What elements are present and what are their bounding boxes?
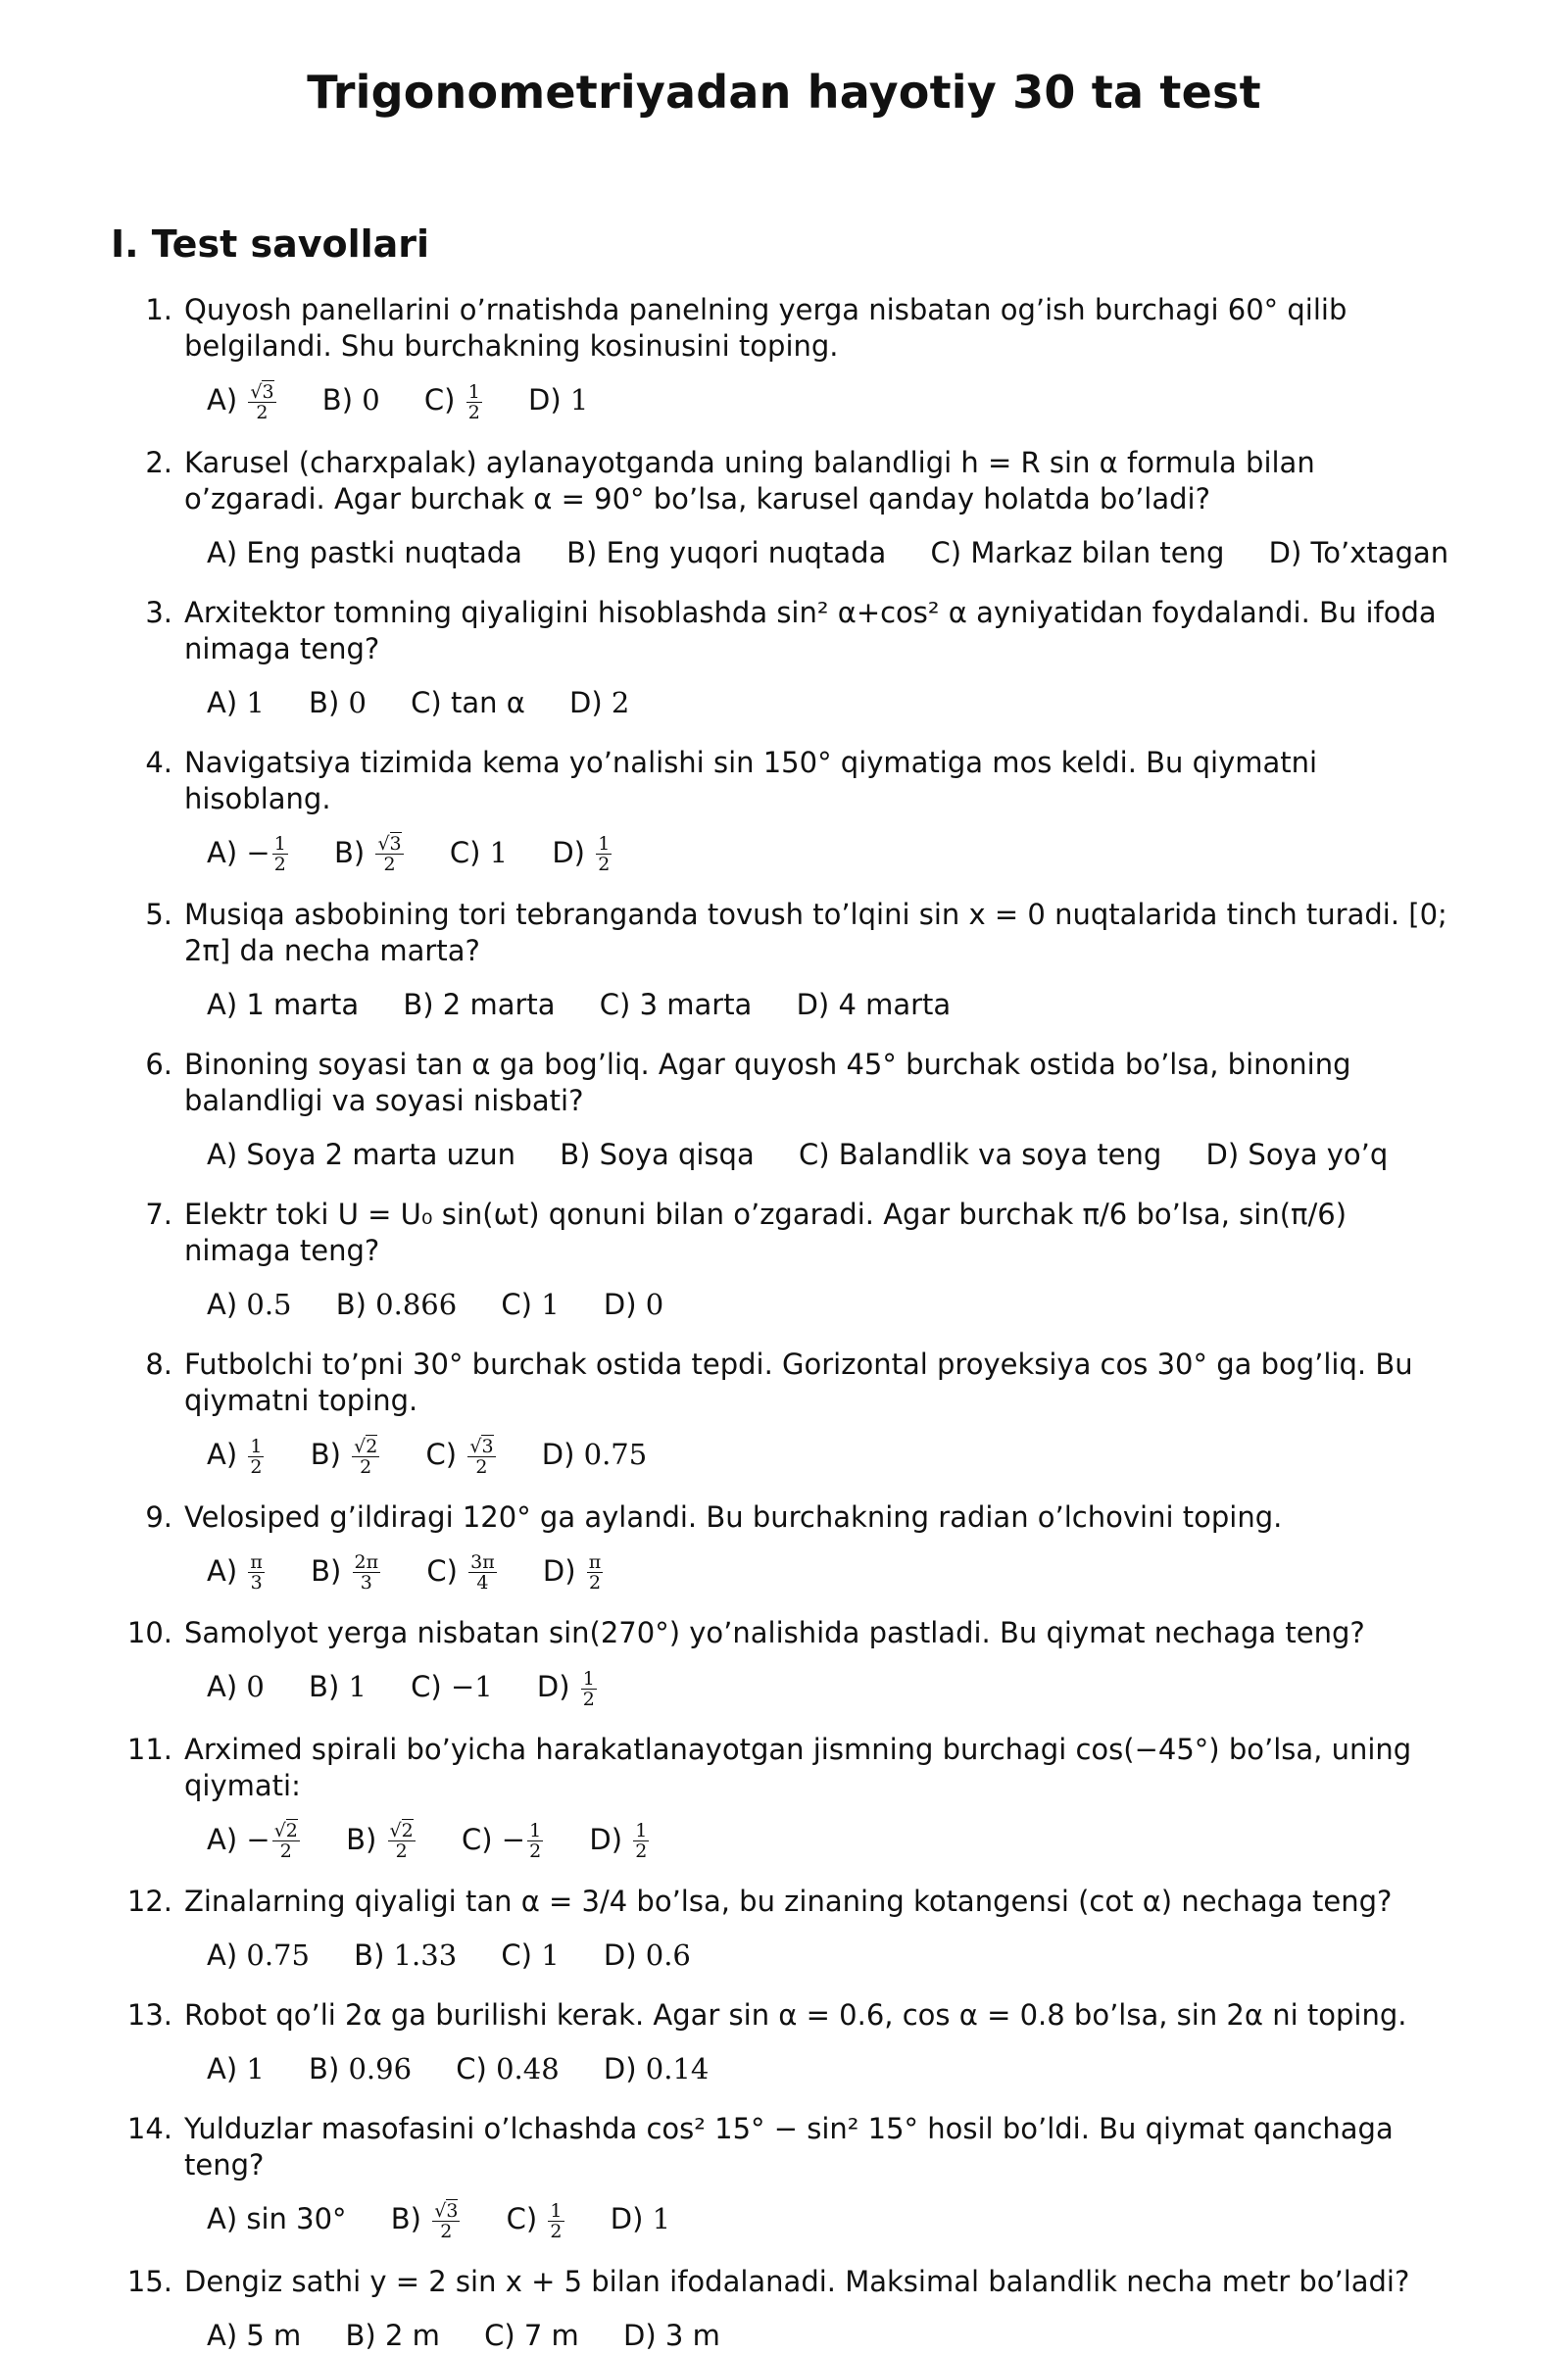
option-value: Balandlik va soya teng xyxy=(838,1138,1162,1171)
option-label: D) xyxy=(603,1288,637,1321)
question-number: 14. xyxy=(126,2112,172,2145)
option-d[interactable] xyxy=(611,2199,670,2238)
option-value: Eng yuqori nuqtada xyxy=(606,535,887,569)
option-a[interactable] xyxy=(207,2199,347,2238)
option-b[interactable] xyxy=(309,1667,367,1706)
option-d[interactable] xyxy=(604,1936,691,1975)
option-label: B) xyxy=(311,1553,342,1588)
question-8 xyxy=(0,1347,1568,1477)
option-value: tan α xyxy=(450,685,525,719)
option-label: B) xyxy=(310,1438,341,1471)
option-c[interactable] xyxy=(424,380,484,422)
question-5 xyxy=(0,897,1568,1024)
question-6 xyxy=(0,1047,1568,1174)
option-label: D) xyxy=(610,2202,644,2235)
option-b[interactable] xyxy=(346,2316,440,2355)
option-label: C) xyxy=(411,1670,442,1703)
option-b[interactable] xyxy=(560,1135,755,1174)
option-value: 0.48 xyxy=(496,2052,560,2085)
question-3 xyxy=(0,595,1568,722)
option-label: D) xyxy=(603,1938,637,1972)
option-value: sin 30° xyxy=(246,2202,347,2235)
option-label: D) xyxy=(569,685,603,719)
answer-options xyxy=(207,2199,1568,2241)
option-label: D) xyxy=(589,1822,623,1856)
option-value: $\frac{1}{2}$ xyxy=(467,380,480,423)
option-label: C) xyxy=(599,988,631,1021)
option-value: 0.5 xyxy=(246,1288,292,1321)
option-d[interactable] xyxy=(537,1667,599,1709)
option-label: C) xyxy=(456,2052,487,2085)
option-value: Soya 2 marta uzun xyxy=(246,1138,516,1171)
answer-options xyxy=(207,1820,1568,1862)
option-value: − $\frac{1}{2}$ xyxy=(246,833,286,875)
option-label: C) xyxy=(449,835,481,869)
option-value: Soya yo’q xyxy=(1248,1138,1389,1171)
question-text: Arximed spirali bo’yicha harakatlanayotgan jismning burchagi cos(−45°) bo’lsa, uning qiymati: xyxy=(184,1732,1412,1802)
option-value: 0 xyxy=(348,685,367,719)
question-text: Samolyot yerga nisbatan sin(270°) yo’nalishida pastladi. Bu qiymat nechaga teng? xyxy=(184,1616,1365,1649)
option-b[interactable] xyxy=(354,1936,457,1975)
option-a[interactable] xyxy=(207,1551,267,1594)
question-list xyxy=(0,292,1568,2355)
question-text: Futbolchi to’pni 30° burchak ostida tepdi. Gorizontal proyeksiya cos 30° ga bog’liq. Bu qiymatni toping. xyxy=(184,1348,1413,1417)
answer-options xyxy=(207,1936,1568,1975)
option-b[interactable] xyxy=(309,2049,412,2088)
document-title: Trigonometriyadan hayotiy 30 ta test xyxy=(307,66,1261,119)
option-b[interactable] xyxy=(403,985,555,1024)
option-value: 1 xyxy=(541,1938,560,1972)
option-c[interactable] xyxy=(507,2199,566,2241)
option-label: C) xyxy=(461,1822,493,1856)
option-value: 3 marta xyxy=(639,988,753,1021)
option-d[interactable] xyxy=(604,1285,663,1324)
option-c[interactable] xyxy=(426,1435,498,1477)
option-c[interactable] xyxy=(931,533,1225,572)
option-value: $\frac{√3}{2}$ xyxy=(469,1435,494,1478)
option-label: A) xyxy=(207,1553,238,1588)
option-label: A) xyxy=(207,2318,238,2352)
option-value: 1 xyxy=(569,383,589,417)
question-number: 10. xyxy=(126,1616,172,1649)
option-label: C) xyxy=(501,1938,532,1972)
answer-options xyxy=(207,833,1568,875)
option-value: To’xtagan xyxy=(1310,535,1449,569)
question-13 xyxy=(0,1997,1568,2088)
option-a[interactable] xyxy=(207,1135,515,1174)
option-label: B) xyxy=(321,383,354,417)
option-value: 5 m xyxy=(246,2318,302,2352)
option-a[interactable] xyxy=(207,1936,310,1975)
option-a[interactable] xyxy=(207,1285,292,1324)
option-label: A) xyxy=(207,988,238,1021)
option-value: 0.75 xyxy=(583,1438,648,1471)
option-label: B) xyxy=(346,1822,377,1856)
question-number: 13. xyxy=(126,1998,172,2032)
question-number: 15. xyxy=(126,2264,172,2298)
option-c[interactable] xyxy=(411,683,525,722)
option-label: A) xyxy=(207,1938,238,1972)
option-value: 0 xyxy=(645,1288,664,1321)
option-label: B) xyxy=(309,1670,340,1703)
option-value: 0.6 xyxy=(645,1938,691,1972)
question-number: 1. xyxy=(145,293,172,326)
option-c[interactable] xyxy=(799,1135,1161,1174)
option-value: 2 m xyxy=(384,2318,440,2352)
option-b[interactable] xyxy=(334,833,406,875)
option-value: $\frac{1}{2}$ xyxy=(598,833,611,875)
option-c[interactable] xyxy=(456,2049,559,2088)
option-label: A) xyxy=(207,2202,238,2235)
option-value: Soya qisqa xyxy=(599,1138,755,1171)
answer-options xyxy=(207,985,1568,1024)
option-a[interactable] xyxy=(207,380,278,422)
option-d[interactable] xyxy=(623,2316,720,2355)
option-label: A) xyxy=(207,535,238,569)
question-number: 7. xyxy=(145,1198,172,1231)
question-text: Binoning soyasi tan α ga bog’liq. Agar quyosh 45° burchak ostida bo’lsa, binoning balandligi va soyasi nisbati? xyxy=(184,1048,1351,1117)
option-label: D) xyxy=(1205,1138,1240,1171)
option-value: 1.33 xyxy=(393,1938,458,1972)
question-number: 5. xyxy=(145,898,172,931)
option-d[interactable] xyxy=(1269,533,1449,572)
option-label: A) xyxy=(207,1138,238,1171)
option-value: 2 marta xyxy=(442,988,556,1021)
option-label: B) xyxy=(309,685,340,719)
option-value: − $\frac{1}{2}$ xyxy=(501,1820,542,1862)
option-label: D) xyxy=(796,988,830,1021)
question-text: Elektr toki U = U₀ sin(ωt) qonuni bilan o’zgaradi. Agar burchak π/6 bo’lsa, sin(π/6) nimaga teng? xyxy=(184,1198,1348,1267)
option-label: B) xyxy=(335,1288,367,1321)
option-value: 0.866 xyxy=(375,1288,458,1321)
question-number: 12. xyxy=(126,1885,172,1918)
option-value: $\frac{√3}{2}$ xyxy=(250,380,274,423)
option-label: A) xyxy=(207,2052,238,2085)
option-c[interactable] xyxy=(426,1551,498,1594)
option-c[interactable] xyxy=(450,833,508,872)
option-a[interactable] xyxy=(207,1667,265,1706)
option-c[interactable] xyxy=(600,985,753,1024)
option-b[interactable] xyxy=(391,2199,463,2241)
question-text: Musiqa asbobining tori tebranganda tovush to’lqini sin x = 0 nuqtalarida tinch turadi. [0; 2π] da necha marta? xyxy=(184,898,1447,967)
question-14 xyxy=(0,2111,1568,2241)
option-value: Eng pastki nuqtada xyxy=(246,535,522,569)
option-label: D) xyxy=(603,2052,637,2085)
option-label: C) xyxy=(501,1288,532,1321)
option-label: D) xyxy=(536,1670,570,1703)
option-value: $\frac{1}{2}$ xyxy=(582,1667,595,1710)
question-number: 6. xyxy=(145,1048,172,1081)
option-b[interactable] xyxy=(309,683,367,722)
option-value: 0 xyxy=(246,1670,265,1703)
option-d[interactable] xyxy=(604,2049,709,2088)
question-text: Arxitektor tomning qiyaligini hisoblashda sin² α+cos² α ayniyatidan foydalandi. Bu ifoda nimaga teng? xyxy=(184,595,1437,665)
option-value: $\frac{1}{2}$ xyxy=(635,1820,648,1862)
question-number: 2. xyxy=(145,445,172,479)
option-d[interactable] xyxy=(552,833,613,875)
answer-options xyxy=(207,2316,1568,2355)
question-text: Quyosh panellarini o’rnatishda panelning yerga nisbatan og’ish burchagi 60° qilib belgilandi. Shu burchakning kosinusini toping. xyxy=(184,293,1348,363)
option-value: − $\frac{√2}{2}$ xyxy=(246,1820,298,1862)
option-label: C) xyxy=(423,383,456,417)
question-11 xyxy=(0,1732,1568,1862)
option-b[interactable] xyxy=(346,1820,417,1862)
question-text: Robot qo’li 2α ga burilishi kerak. Agar sin α = 0.6, cos α = 0.8 bo’lsa, sin 2α ni toping. xyxy=(184,1998,1407,2032)
question-7 xyxy=(0,1197,1568,1324)
option-label: A) xyxy=(207,1288,238,1321)
answer-options xyxy=(207,533,1568,572)
option-value: 1 xyxy=(348,1670,367,1703)
option-label: A) xyxy=(207,1670,238,1703)
option-d[interactable] xyxy=(569,683,629,722)
option-label: B) xyxy=(403,988,434,1021)
question-text: Navigatsiya tizimida kema yo’nalishi sin 150° qiymatiga mos keldi. Bu qiymatni hisoblang. xyxy=(184,745,1318,815)
option-label: A) xyxy=(207,1438,238,1471)
option-value: 0.14 xyxy=(645,2052,710,2085)
option-label: B) xyxy=(560,1138,591,1171)
question-12 xyxy=(0,1884,1568,1975)
answer-options xyxy=(207,1667,1568,1709)
question-text: Velosiped g’ildiragi 120° ga aylandi. Bu burchakning radian o’lchovini toping. xyxy=(184,1499,1283,1534)
question-4 xyxy=(0,745,1568,875)
option-value: 7 m xyxy=(523,2318,579,2352)
option-b[interactable] xyxy=(322,380,380,419)
option-value: $\frac{√3}{2}$ xyxy=(377,833,402,875)
option-label: D) xyxy=(542,1553,576,1588)
option-value: $\frac{√3}{2}$ xyxy=(434,2199,459,2242)
option-label: B) xyxy=(309,2052,340,2085)
option-value: $\frac{\pi}{3}$ xyxy=(250,1551,263,1594)
option-label: D) xyxy=(552,835,585,869)
option-value: 1 xyxy=(246,685,265,719)
option-a[interactable] xyxy=(207,2049,265,2088)
question-9 xyxy=(0,1499,1568,1594)
option-value: $\frac{√2}{2}$ xyxy=(354,1435,378,1478)
section-title: I. Test savollari xyxy=(111,222,430,266)
option-b[interactable] xyxy=(336,1285,457,1324)
option-b[interactable] xyxy=(311,1551,382,1594)
option-label: B) xyxy=(334,835,366,869)
option-label: D) xyxy=(1268,535,1302,569)
option-value: 1 xyxy=(489,835,509,869)
option-value: $\frac{1}{2}$ xyxy=(250,1435,263,1478)
option-label: C) xyxy=(426,1553,458,1588)
option-c[interactable] xyxy=(411,1667,493,1706)
option-value: 1 xyxy=(652,2202,671,2235)
option-c[interactable] xyxy=(501,1285,559,1324)
option-value: 4 marta xyxy=(838,988,952,1021)
answer-options xyxy=(207,1135,1568,1174)
option-label: D) xyxy=(528,383,562,417)
question-10 xyxy=(0,1615,1568,1709)
option-a[interactable] xyxy=(207,1820,302,1862)
option-a[interactable] xyxy=(207,533,522,572)
question-text: Dengiz sathi y = 2 sin x + 5 bilan ifodalanadi. Maksimal balandlik necha metr bo’ladi? xyxy=(184,2264,1410,2298)
option-b[interactable] xyxy=(566,533,886,572)
option-d[interactable] xyxy=(542,1435,647,1474)
answer-options xyxy=(207,683,1568,722)
option-value: 3 m xyxy=(664,2318,720,2352)
question-text: Zinalarning qiyaligi tan α = 3/4 bo’lsa, bu zinaning kotangensi (cot α) nechaga teng? xyxy=(184,1885,1393,1918)
option-label: B) xyxy=(566,535,598,569)
option-label: A) xyxy=(207,835,238,869)
option-label: B) xyxy=(354,1938,385,1972)
option-a[interactable] xyxy=(207,683,265,722)
option-value: $\frac{1}{2}$ xyxy=(550,2199,563,2242)
option-d[interactable] xyxy=(589,1820,651,1862)
option-value: −1 xyxy=(450,1670,493,1703)
option-value: 1 xyxy=(541,1288,560,1321)
question-number: 8. xyxy=(145,1348,172,1381)
question-15 xyxy=(0,2264,1568,2355)
question-number: 11. xyxy=(126,1732,172,1766)
question-number: 3. xyxy=(145,595,172,629)
option-label: C) xyxy=(425,1438,458,1471)
option-label: B) xyxy=(345,2318,376,2352)
option-d[interactable] xyxy=(1206,1135,1389,1174)
option-label: A) xyxy=(207,383,238,417)
option-c[interactable] xyxy=(462,1820,545,1862)
option-label: C) xyxy=(798,1138,830,1171)
option-value: $\frac{2\pi}{3}$ xyxy=(354,1551,379,1594)
option-label: C) xyxy=(506,2202,538,2235)
option-value: $\frac{3\pi}{4}$ xyxy=(470,1551,495,1594)
option-value: 1 marta xyxy=(246,988,360,1021)
option-d[interactable] xyxy=(543,1551,605,1594)
question-text: Karusel (charxpalak) aylanayotganda uning balandligi h = R sin α formula bilan o’zgaradi. Agar burchak α = 90° bo’lsa, karusel qanday holatda bo’ladi? xyxy=(184,445,1315,515)
option-label: A) xyxy=(207,685,238,719)
answer-options xyxy=(207,2049,1568,2088)
question-1 xyxy=(0,292,1568,422)
option-c[interactable] xyxy=(501,1936,559,1975)
option-d[interactable] xyxy=(528,380,588,419)
option-value: 0.96 xyxy=(348,2052,413,2085)
question-number: 4. xyxy=(145,745,172,779)
option-label: C) xyxy=(484,2318,515,2352)
option-label: B) xyxy=(390,2202,421,2235)
option-a[interactable] xyxy=(207,1435,266,1477)
option-value: 1 xyxy=(246,2052,265,2085)
option-a[interactable] xyxy=(207,985,359,1024)
option-value: $\frac{\pi}{2}$ xyxy=(588,1551,602,1594)
option-value: 0 xyxy=(362,383,380,417)
option-c[interactable] xyxy=(484,2316,579,2355)
answer-options xyxy=(207,1285,1568,1324)
option-d[interactable] xyxy=(797,985,952,1024)
option-value: 0.75 xyxy=(246,1938,310,1972)
option-value: 2 xyxy=(611,685,630,719)
answer-options xyxy=(207,380,1568,422)
option-b[interactable] xyxy=(311,1435,382,1477)
question-text: Yulduzlar masofasini o’lchashda cos² 15° − sin² 15° hosil bo’ldi. Bu qiymat qanchaga teng? xyxy=(184,2112,1394,2182)
option-value: $\frac{√2}{2}$ xyxy=(389,1820,414,1862)
question-2 xyxy=(0,445,1568,572)
option-label: D) xyxy=(541,1438,575,1471)
question-number: 9. xyxy=(145,1499,172,1534)
option-label: D) xyxy=(623,2318,657,2352)
answer-options xyxy=(207,1551,1568,1594)
option-label: C) xyxy=(930,535,962,569)
option-label: A) xyxy=(207,1822,238,1856)
option-label: C) xyxy=(411,685,442,719)
answer-options xyxy=(207,1435,1568,1477)
option-a[interactable] xyxy=(207,833,290,875)
option-value: Markaz bilan teng xyxy=(970,535,1225,569)
option-a[interactable] xyxy=(207,2316,301,2355)
